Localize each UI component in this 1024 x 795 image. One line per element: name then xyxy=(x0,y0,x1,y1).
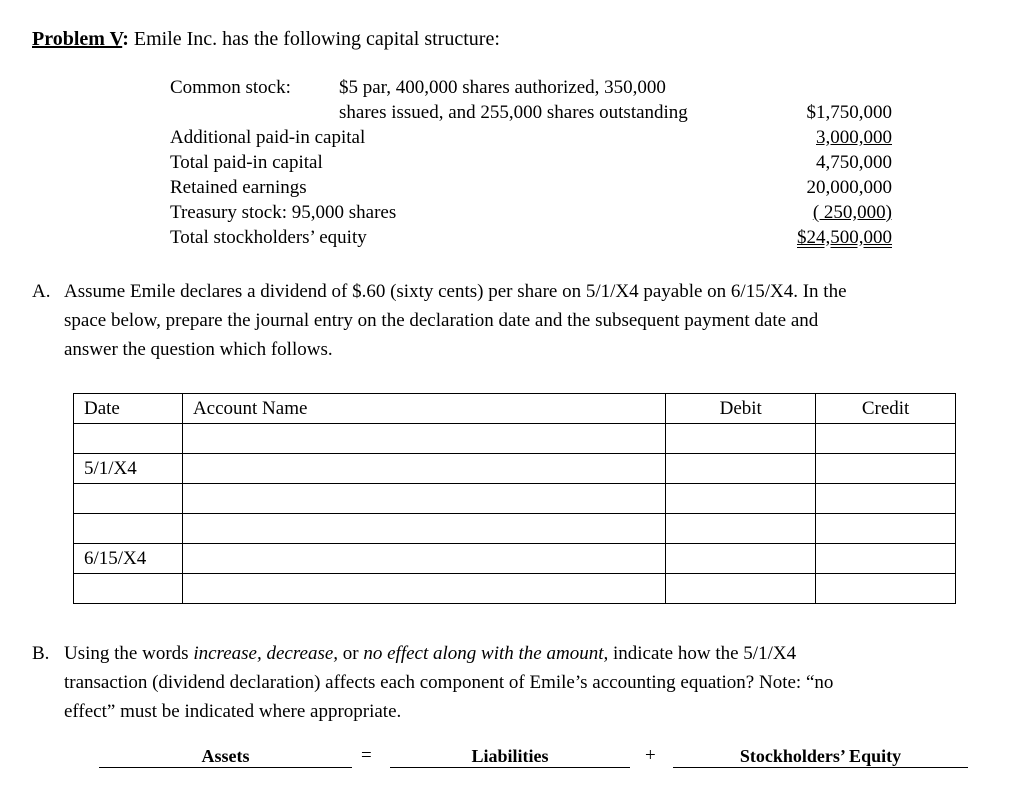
table-row xyxy=(74,574,956,604)
part-a-line-3: answer the question which follows. xyxy=(64,339,333,360)
part-b-l1-italic-2: no effect along with the amount, xyxy=(363,643,609,664)
part-b-l1-a: Using the words xyxy=(64,643,194,664)
debit-cell[interactable] xyxy=(666,484,816,514)
part-a xyxy=(32,277,1012,367)
apic-label: Additional paid-in capital xyxy=(170,127,366,148)
date-cell[interactable]: 5/1/X4 xyxy=(74,454,183,484)
equals-sign: = xyxy=(361,745,372,766)
table-row xyxy=(74,544,956,574)
part-b-line-3: effect” must be indicated where appropriate. xyxy=(64,701,402,722)
liabilities-answer-line[interactable] xyxy=(390,767,630,768)
part-a-letter: A. xyxy=(32,281,51,302)
part-b-line-1 xyxy=(64,639,796,668)
part-b-letter: B. xyxy=(32,643,50,664)
date-cell[interactable] xyxy=(74,514,183,544)
debit-cell[interactable] xyxy=(666,454,816,484)
account-cell[interactable] xyxy=(182,544,665,574)
date-cell[interactable]: 6/15/X4 xyxy=(74,544,183,574)
account-cell[interactable] xyxy=(182,514,665,544)
common-stock-amount: $1,750,000 xyxy=(806,102,892,123)
table-row xyxy=(74,484,956,514)
table-row xyxy=(74,424,956,454)
part-b-line-2: transaction (dividend declaration) affects each component of Emile’s accounting equation? Note: “no xyxy=(64,672,834,693)
ts-label: Treasury stock: 95,000 shares xyxy=(170,202,397,223)
date-cell[interactable] xyxy=(74,484,183,514)
problem-label: Problem V xyxy=(32,28,123,50)
part-a-line-2: space below, prepare the journal entry on the declaration date and the subsequent payment date and xyxy=(64,310,819,331)
part-b-l1-c: indicate how the 5/1/X4 xyxy=(608,643,797,664)
problem-title xyxy=(32,28,500,51)
journal-entry-table xyxy=(73,393,956,604)
part-b xyxy=(32,639,1012,729)
part-a-line-1: Assume Emile declares a dividend of $.60 (sixty cents) per share on 5/1/X4 payable on 6/15/X4. In the xyxy=(64,281,847,302)
header-account-name: Account Name xyxy=(182,394,665,424)
apic-amount: 3,000,000 xyxy=(816,127,892,148)
common-stock-desc-2: shares issued, and 255,000 shares outstanding xyxy=(339,102,688,123)
tse-amount: $24,500,000 xyxy=(797,227,892,248)
tpic-amount: 4,750,000 xyxy=(816,152,892,173)
date-cell[interactable] xyxy=(74,574,183,604)
credit-cell[interactable] xyxy=(816,514,956,544)
assets-answer-line[interactable] xyxy=(99,767,352,768)
journal-header-row xyxy=(74,394,956,424)
tpic-label: Total paid-in capital xyxy=(170,152,323,173)
account-cell[interactable] xyxy=(182,424,665,454)
tse-label: Total stockholders’ equity xyxy=(170,227,367,248)
debit-cell[interactable] xyxy=(666,424,816,454)
account-cell[interactable] xyxy=(182,574,665,604)
credit-cell[interactable] xyxy=(816,424,956,454)
header-debit: Debit xyxy=(666,394,816,424)
problem-text: Emile Inc. has the following capital structure: xyxy=(128,28,500,50)
account-cell[interactable] xyxy=(182,484,665,514)
table-row xyxy=(74,454,956,484)
debit-cell[interactable] xyxy=(666,514,816,544)
header-credit: Credit xyxy=(816,394,956,424)
liabilities-label: Liabilities xyxy=(471,746,549,766)
credit-cell[interactable] xyxy=(816,484,956,514)
re-label: Retained earnings xyxy=(170,177,307,198)
debit-cell[interactable] xyxy=(666,544,816,574)
account-cell[interactable] xyxy=(182,454,665,484)
date-cell[interactable] xyxy=(74,424,183,454)
part-b-l1-italic: increase, decrease, xyxy=(193,643,339,664)
assets-label: Assets xyxy=(201,746,250,766)
problem-colon: : xyxy=(122,28,129,50)
credit-cell[interactable] xyxy=(816,544,956,574)
credit-cell[interactable] xyxy=(816,574,956,604)
table-row xyxy=(74,514,956,544)
debit-cell[interactable] xyxy=(666,574,816,604)
common-stock-label: Common stock: xyxy=(170,77,291,98)
common-stock-desc-1: $5 par, 400,000 shares authorized, 350,000 xyxy=(339,77,666,98)
re-amount: 20,000,000 xyxy=(806,177,892,198)
header-date: Date xyxy=(74,394,183,424)
equity-answer-line[interactable] xyxy=(673,767,968,768)
ts-amount: ( 250,000) xyxy=(812,202,892,223)
part-b-l1-b: or xyxy=(338,643,364,664)
equity-label: Stockholders’ Equity xyxy=(739,746,902,766)
plus-sign: + xyxy=(645,745,656,766)
credit-cell[interactable] xyxy=(816,454,956,484)
